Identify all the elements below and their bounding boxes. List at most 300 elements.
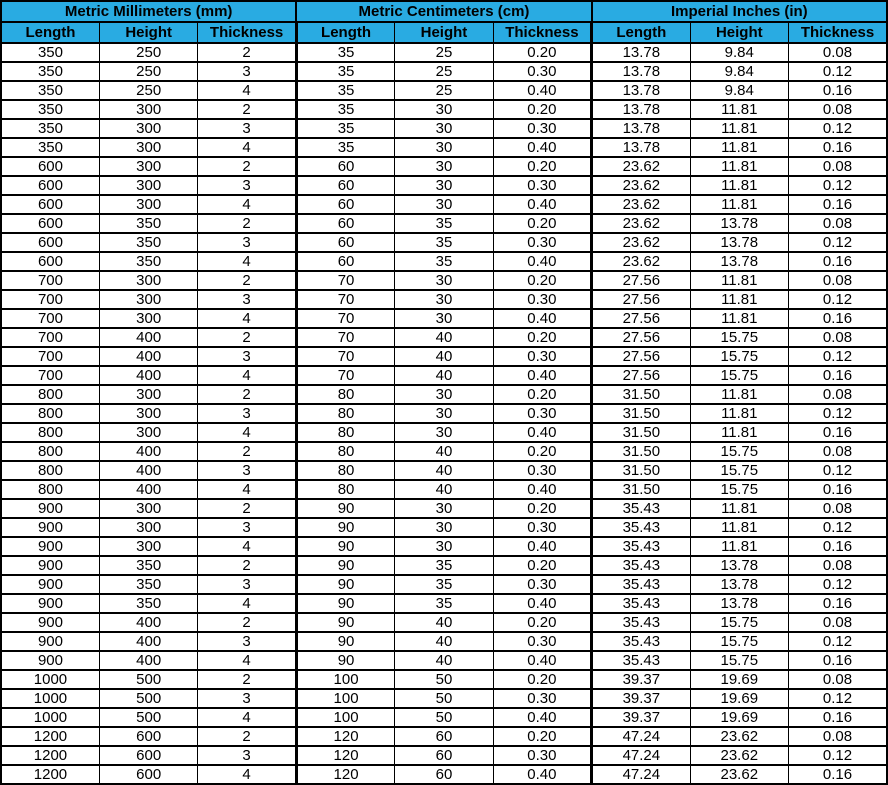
table-cell: 600 bbox=[99, 765, 197, 784]
table-cell: 3 bbox=[198, 746, 296, 765]
table-cell: 350 bbox=[99, 214, 197, 233]
table-cell: 27.56 bbox=[592, 290, 690, 309]
table-cell: 35 bbox=[395, 556, 493, 575]
table-cell: 800 bbox=[1, 480, 99, 499]
table-cell: 700 bbox=[1, 290, 99, 309]
table-cell: 80 bbox=[296, 480, 394, 499]
table-cell: 15.75 bbox=[690, 347, 788, 366]
table-cell: 39.37 bbox=[592, 670, 690, 689]
table-cell: 2 bbox=[198, 271, 296, 290]
table-cell: 0.40 bbox=[493, 651, 591, 670]
table-cell: 50 bbox=[395, 670, 493, 689]
table-cell: 31.50 bbox=[592, 385, 690, 404]
table-cell: 90 bbox=[296, 575, 394, 594]
table-cell: 0.30 bbox=[493, 233, 591, 252]
table-cell: 40 bbox=[395, 613, 493, 632]
table-cell: 400 bbox=[99, 442, 197, 461]
table-cell: 70 bbox=[296, 366, 394, 385]
table-cell: 40 bbox=[395, 366, 493, 385]
table-cell: 0.40 bbox=[493, 138, 591, 157]
table-cell: 13.78 bbox=[592, 62, 690, 81]
table-cell: 60 bbox=[296, 157, 394, 176]
table-row bbox=[1, 556, 887, 575]
table-cell: 400 bbox=[99, 366, 197, 385]
table-cell: 400 bbox=[99, 461, 197, 480]
table-cell: 300 bbox=[99, 309, 197, 328]
table-cell: 13.78 bbox=[592, 119, 690, 138]
table-cell: 2 bbox=[198, 727, 296, 746]
table-cell: 13.78 bbox=[690, 556, 788, 575]
table-cell: 2 bbox=[198, 157, 296, 176]
table-cell: 31.50 bbox=[592, 442, 690, 461]
table-cell: 13.78 bbox=[592, 138, 690, 157]
table-cell: 300 bbox=[99, 385, 197, 404]
table-header bbox=[1, 1, 887, 43]
table-cell: 0.16 bbox=[789, 480, 888, 499]
table-cell: 30 bbox=[395, 138, 493, 157]
table-body bbox=[1, 43, 887, 784]
table-cell: 90 bbox=[296, 613, 394, 632]
table-cell: 13.78 bbox=[592, 43, 690, 62]
table-cell: 47.24 bbox=[592, 727, 690, 746]
table-cell: 30 bbox=[395, 271, 493, 290]
table-cell: 400 bbox=[99, 651, 197, 670]
table-cell: 2 bbox=[198, 499, 296, 518]
table-cell: 11.81 bbox=[690, 499, 788, 518]
table-cell: 35 bbox=[296, 43, 394, 62]
table-cell: 4 bbox=[198, 252, 296, 271]
table-row bbox=[1, 594, 887, 613]
table-cell: 700 bbox=[1, 328, 99, 347]
table-cell: 0.20 bbox=[493, 271, 591, 290]
table-row bbox=[1, 347, 887, 366]
table-cell: 600 bbox=[1, 195, 99, 214]
table-cell: 100 bbox=[296, 670, 394, 689]
table-cell: 0.12 bbox=[789, 176, 888, 195]
table-cell: 400 bbox=[99, 480, 197, 499]
table-cell: 60 bbox=[296, 214, 394, 233]
table-cell: 11.81 bbox=[690, 176, 788, 195]
table-cell: 3 bbox=[198, 176, 296, 195]
table-cell: 900 bbox=[1, 556, 99, 575]
table-cell: 25 bbox=[395, 43, 493, 62]
table-cell: 70 bbox=[296, 309, 394, 328]
table-cell: 900 bbox=[1, 632, 99, 651]
table-cell: 70 bbox=[296, 290, 394, 309]
table-cell: 31.50 bbox=[592, 480, 690, 499]
table-cell: 0.08 bbox=[789, 727, 888, 746]
table-cell: 0.20 bbox=[493, 214, 591, 233]
table-cell: 60 bbox=[395, 765, 493, 784]
table-cell: 11.81 bbox=[690, 385, 788, 404]
table-cell: 2 bbox=[198, 328, 296, 347]
table-cell: 15.75 bbox=[690, 442, 788, 461]
table-cell: 31.50 bbox=[592, 461, 690, 480]
column-header-in-thickness: Thickness bbox=[789, 22, 888, 43]
table-cell: 0.40 bbox=[493, 480, 591, 499]
table-cell: 11.81 bbox=[690, 309, 788, 328]
table-cell: 50 bbox=[395, 708, 493, 727]
table-cell: 90 bbox=[296, 632, 394, 651]
table-cell: 40 bbox=[395, 480, 493, 499]
table-cell: 400 bbox=[99, 347, 197, 366]
table-cell: 0.12 bbox=[789, 119, 888, 138]
table-cell: 11.81 bbox=[690, 537, 788, 556]
table-cell: 250 bbox=[99, 62, 197, 81]
table-cell: 800 bbox=[1, 423, 99, 442]
table-cell: 0.20 bbox=[493, 328, 591, 347]
table-cell: 23.62 bbox=[592, 176, 690, 195]
table-cell: 350 bbox=[1, 138, 99, 157]
table-row bbox=[1, 385, 887, 404]
column-header-cm-length: Length bbox=[296, 22, 394, 43]
table-cell: 60 bbox=[296, 176, 394, 195]
table-cell: 0.40 bbox=[493, 765, 591, 784]
table-row bbox=[1, 651, 887, 670]
table-cell: 300 bbox=[99, 100, 197, 119]
table-row bbox=[1, 461, 887, 480]
group-header-metric-cm: Metric Centimeters (cm) bbox=[296, 1, 591, 22]
table-cell: 50 bbox=[395, 689, 493, 708]
table-cell: 4 bbox=[198, 309, 296, 328]
table-row bbox=[1, 613, 887, 632]
table-cell: 700 bbox=[1, 366, 99, 385]
table-cell: 35 bbox=[395, 252, 493, 271]
table-cell: 11.81 bbox=[690, 157, 788, 176]
table-cell: 900 bbox=[1, 594, 99, 613]
table-cell: 0.12 bbox=[789, 689, 888, 708]
table-cell: 800 bbox=[1, 385, 99, 404]
table-cell: 0.30 bbox=[493, 632, 591, 651]
table-cell: 0.08 bbox=[789, 385, 888, 404]
group-header-row bbox=[1, 1, 887, 22]
table-cell: 31.50 bbox=[592, 404, 690, 423]
table-cell: 30 bbox=[395, 176, 493, 195]
table-cell: 27.56 bbox=[592, 347, 690, 366]
table-cell: 90 bbox=[296, 594, 394, 613]
table-cell: 700 bbox=[1, 309, 99, 328]
table-cell: 0.20 bbox=[493, 613, 591, 632]
table-cell: 0.08 bbox=[789, 214, 888, 233]
group-header-metric-mm: Metric Millimeters (mm) bbox=[1, 1, 296, 22]
table-cell: 350 bbox=[99, 556, 197, 575]
table-row bbox=[1, 328, 887, 347]
table-cell: 0.16 bbox=[789, 765, 888, 784]
table-cell: 25 bbox=[395, 62, 493, 81]
table-cell: 600 bbox=[1, 214, 99, 233]
table-cell: 80 bbox=[296, 404, 394, 423]
table-cell: 4 bbox=[198, 594, 296, 613]
table-cell: 0.40 bbox=[493, 366, 591, 385]
table-cell: 0.12 bbox=[789, 290, 888, 309]
table-cell: 0.08 bbox=[789, 43, 888, 62]
table-cell: 23.62 bbox=[592, 195, 690, 214]
table-cell: 40 bbox=[395, 461, 493, 480]
table-cell: 40 bbox=[395, 328, 493, 347]
table-cell: 350 bbox=[1, 43, 99, 62]
table-cell: 3 bbox=[198, 518, 296, 537]
table-cell: 300 bbox=[99, 195, 197, 214]
table-cell: 3 bbox=[198, 347, 296, 366]
table-cell: 40 bbox=[395, 632, 493, 651]
column-header-mm-thickness: Thickness bbox=[198, 22, 296, 43]
table-cell: 27.56 bbox=[592, 271, 690, 290]
table-cell: 500 bbox=[99, 708, 197, 727]
table-cell: 11.81 bbox=[690, 195, 788, 214]
table-cell: 0.16 bbox=[789, 138, 888, 157]
table-cell: 3 bbox=[198, 119, 296, 138]
table-cell: 0.30 bbox=[493, 746, 591, 765]
table-cell: 350 bbox=[1, 81, 99, 100]
table-cell: 80 bbox=[296, 385, 394, 404]
table-cell: 3 bbox=[198, 233, 296, 252]
table-cell: 400 bbox=[99, 613, 197, 632]
table-cell: 0.16 bbox=[789, 81, 888, 100]
table-cell: 350 bbox=[99, 575, 197, 594]
table-cell: 70 bbox=[296, 328, 394, 347]
table-cell: 11.81 bbox=[690, 119, 788, 138]
table-cell: 35 bbox=[395, 233, 493, 252]
table-cell: 2 bbox=[198, 385, 296, 404]
table-cell: 35.43 bbox=[592, 537, 690, 556]
table-cell: 0.16 bbox=[789, 537, 888, 556]
table-cell: 0.16 bbox=[789, 309, 888, 328]
table-cell: 90 bbox=[296, 499, 394, 518]
table-row bbox=[1, 499, 887, 518]
table-cell: 0.12 bbox=[789, 518, 888, 537]
table-row bbox=[1, 309, 887, 328]
table-cell: 0.30 bbox=[493, 689, 591, 708]
table-cell: 13.78 bbox=[690, 594, 788, 613]
table-cell: 800 bbox=[1, 404, 99, 423]
table-cell: 0.20 bbox=[493, 727, 591, 746]
table-cell: 19.69 bbox=[690, 708, 788, 727]
table-cell: 900 bbox=[1, 613, 99, 632]
table-cell: 9.84 bbox=[690, 43, 788, 62]
table-row bbox=[1, 214, 887, 233]
table-cell: 4 bbox=[198, 423, 296, 442]
table-cell: 0.30 bbox=[493, 461, 591, 480]
table-cell: 2 bbox=[198, 556, 296, 575]
table-cell: 300 bbox=[99, 138, 197, 157]
table-cell: 350 bbox=[99, 594, 197, 613]
table-cell: 4 bbox=[198, 81, 296, 100]
table-row bbox=[1, 404, 887, 423]
table-cell: 900 bbox=[1, 499, 99, 518]
table-cell: 800 bbox=[1, 461, 99, 480]
table-cell: 39.37 bbox=[592, 689, 690, 708]
table-cell: 500 bbox=[99, 670, 197, 689]
table-cell: 350 bbox=[1, 62, 99, 81]
table-cell: 40 bbox=[395, 651, 493, 670]
table-cell: 13.78 bbox=[592, 100, 690, 119]
table-cell: 0.30 bbox=[493, 176, 591, 195]
table-cell: 900 bbox=[1, 518, 99, 537]
table-cell: 2 bbox=[198, 442, 296, 461]
table-cell: 0.08 bbox=[789, 613, 888, 632]
column-header-cm-height: Height bbox=[395, 22, 493, 43]
table-cell: 0.08 bbox=[789, 442, 888, 461]
table-cell: 60 bbox=[296, 195, 394, 214]
table-row bbox=[1, 746, 887, 765]
table-row bbox=[1, 442, 887, 461]
table-cell: 1200 bbox=[1, 746, 99, 765]
table-row bbox=[1, 575, 887, 594]
table-cell: 70 bbox=[296, 271, 394, 290]
table-row bbox=[1, 518, 887, 537]
table-cell: 30 bbox=[395, 290, 493, 309]
table-cell: 4 bbox=[198, 480, 296, 499]
table-cell: 23.62 bbox=[592, 157, 690, 176]
table-cell: 300 bbox=[99, 404, 197, 423]
table-cell: 2 bbox=[198, 613, 296, 632]
table-cell: 0.20 bbox=[493, 385, 591, 404]
table-cell: 11.81 bbox=[690, 423, 788, 442]
table-cell: 80 bbox=[296, 442, 394, 461]
table-cell: 0.12 bbox=[789, 746, 888, 765]
table-cell: 15.75 bbox=[690, 328, 788, 347]
column-header-row bbox=[1, 22, 887, 43]
table-cell: 0.20 bbox=[493, 556, 591, 575]
table-cell: 1200 bbox=[1, 727, 99, 746]
table-cell: 0.20 bbox=[493, 442, 591, 461]
table-cell: 0.30 bbox=[493, 290, 591, 309]
table-cell: 250 bbox=[99, 81, 197, 100]
table-cell: 19.69 bbox=[690, 689, 788, 708]
table-cell: 500 bbox=[99, 689, 197, 708]
table-cell: 700 bbox=[1, 347, 99, 366]
table-cell: 30 bbox=[395, 499, 493, 518]
table-cell: 0.40 bbox=[493, 423, 591, 442]
table-cell: 0.20 bbox=[493, 100, 591, 119]
table-cell: 900 bbox=[1, 575, 99, 594]
table-cell: 13.78 bbox=[690, 252, 788, 271]
table-cell: 15.75 bbox=[690, 366, 788, 385]
table-cell: 0.30 bbox=[493, 119, 591, 138]
table-row bbox=[1, 632, 887, 651]
table-cell: 39.37 bbox=[592, 708, 690, 727]
table-cell: 0.08 bbox=[789, 271, 888, 290]
table-cell: 4 bbox=[198, 366, 296, 385]
table-cell: 0.30 bbox=[493, 62, 591, 81]
table-row bbox=[1, 233, 887, 252]
table-cell: 0.16 bbox=[789, 366, 888, 385]
table-cell: 23.62 bbox=[592, 252, 690, 271]
table-cell: 350 bbox=[99, 233, 197, 252]
table-cell: 15.75 bbox=[690, 632, 788, 651]
table-cell: 40 bbox=[395, 347, 493, 366]
table-cell: 300 bbox=[99, 176, 197, 195]
table-cell: 13.78 bbox=[690, 214, 788, 233]
table-cell: 23.62 bbox=[690, 765, 788, 784]
table-cell: 0.20 bbox=[493, 157, 591, 176]
table-row bbox=[1, 366, 887, 385]
table-cell: 0.12 bbox=[789, 461, 888, 480]
column-header-mm-height: Height bbox=[99, 22, 197, 43]
table-cell: 27.56 bbox=[592, 328, 690, 347]
table-cell: 47.24 bbox=[592, 746, 690, 765]
table-cell: 35 bbox=[296, 62, 394, 81]
table-cell: 600 bbox=[1, 252, 99, 271]
table-cell: 4 bbox=[198, 195, 296, 214]
table-cell: 13.78 bbox=[690, 575, 788, 594]
table-cell: 0.08 bbox=[789, 556, 888, 575]
table-cell: 3 bbox=[198, 290, 296, 309]
table-cell: 90 bbox=[296, 556, 394, 575]
table-cell: 120 bbox=[296, 746, 394, 765]
table-cell: 35 bbox=[395, 594, 493, 613]
table-cell: 600 bbox=[1, 157, 99, 176]
table-cell: 3 bbox=[198, 404, 296, 423]
table-cell: 3 bbox=[198, 62, 296, 81]
table-cell: 19.69 bbox=[690, 670, 788, 689]
column-header-cm-thickness: Thickness bbox=[493, 22, 591, 43]
table-cell: 900 bbox=[1, 537, 99, 556]
table-cell: 30 bbox=[395, 100, 493, 119]
table-cell: 11.81 bbox=[690, 290, 788, 309]
table-cell: 11.81 bbox=[690, 518, 788, 537]
table-cell: 0.40 bbox=[493, 594, 591, 613]
table-cell: 1000 bbox=[1, 708, 99, 727]
table-row bbox=[1, 537, 887, 556]
table-row bbox=[1, 708, 887, 727]
table-cell: 90 bbox=[296, 537, 394, 556]
table-cell: 11.81 bbox=[690, 100, 788, 119]
table-cell: 0.12 bbox=[789, 404, 888, 423]
table-cell: 15.75 bbox=[690, 480, 788, 499]
table-cell: 13.78 bbox=[690, 233, 788, 252]
table-cell: 4 bbox=[198, 651, 296, 670]
column-header-in-height: Height bbox=[690, 22, 788, 43]
table-cell: 30 bbox=[395, 309, 493, 328]
group-header-imperial-in: Imperial Inches (in) bbox=[592, 1, 887, 22]
table-row bbox=[1, 423, 887, 442]
table-cell: 0.12 bbox=[789, 347, 888, 366]
table-cell: 600 bbox=[1, 176, 99, 195]
table-cell: 100 bbox=[296, 708, 394, 727]
table-cell: 0.08 bbox=[789, 499, 888, 518]
table-cell: 120 bbox=[296, 765, 394, 784]
table-cell: 0.30 bbox=[493, 347, 591, 366]
table-row bbox=[1, 765, 887, 784]
table-cell: 4 bbox=[198, 708, 296, 727]
table-cell: 30 bbox=[395, 404, 493, 423]
table-cell: 15.75 bbox=[690, 461, 788, 480]
table-cell: 300 bbox=[99, 157, 197, 176]
table-row bbox=[1, 100, 887, 119]
table-cell: 300 bbox=[99, 290, 197, 309]
table-cell: 0.08 bbox=[789, 670, 888, 689]
table-cell: 4 bbox=[198, 138, 296, 157]
table-cell: 0.08 bbox=[789, 328, 888, 347]
table-row bbox=[1, 138, 887, 157]
table-cell: 0.16 bbox=[789, 252, 888, 271]
table-cell: 0.40 bbox=[493, 537, 591, 556]
table-cell: 2 bbox=[198, 214, 296, 233]
table-cell: 0.40 bbox=[493, 252, 591, 271]
table-cell: 300 bbox=[99, 518, 197, 537]
table-cell: 3 bbox=[198, 461, 296, 480]
table-cell: 60 bbox=[296, 252, 394, 271]
table-cell: 2 bbox=[198, 43, 296, 62]
table-cell: 3 bbox=[198, 689, 296, 708]
table-row bbox=[1, 62, 887, 81]
table-cell: 25 bbox=[395, 81, 493, 100]
table-cell: 30 bbox=[395, 423, 493, 442]
table-cell: 4 bbox=[198, 765, 296, 784]
table-cell: 35.43 bbox=[592, 632, 690, 651]
table-row bbox=[1, 43, 887, 62]
